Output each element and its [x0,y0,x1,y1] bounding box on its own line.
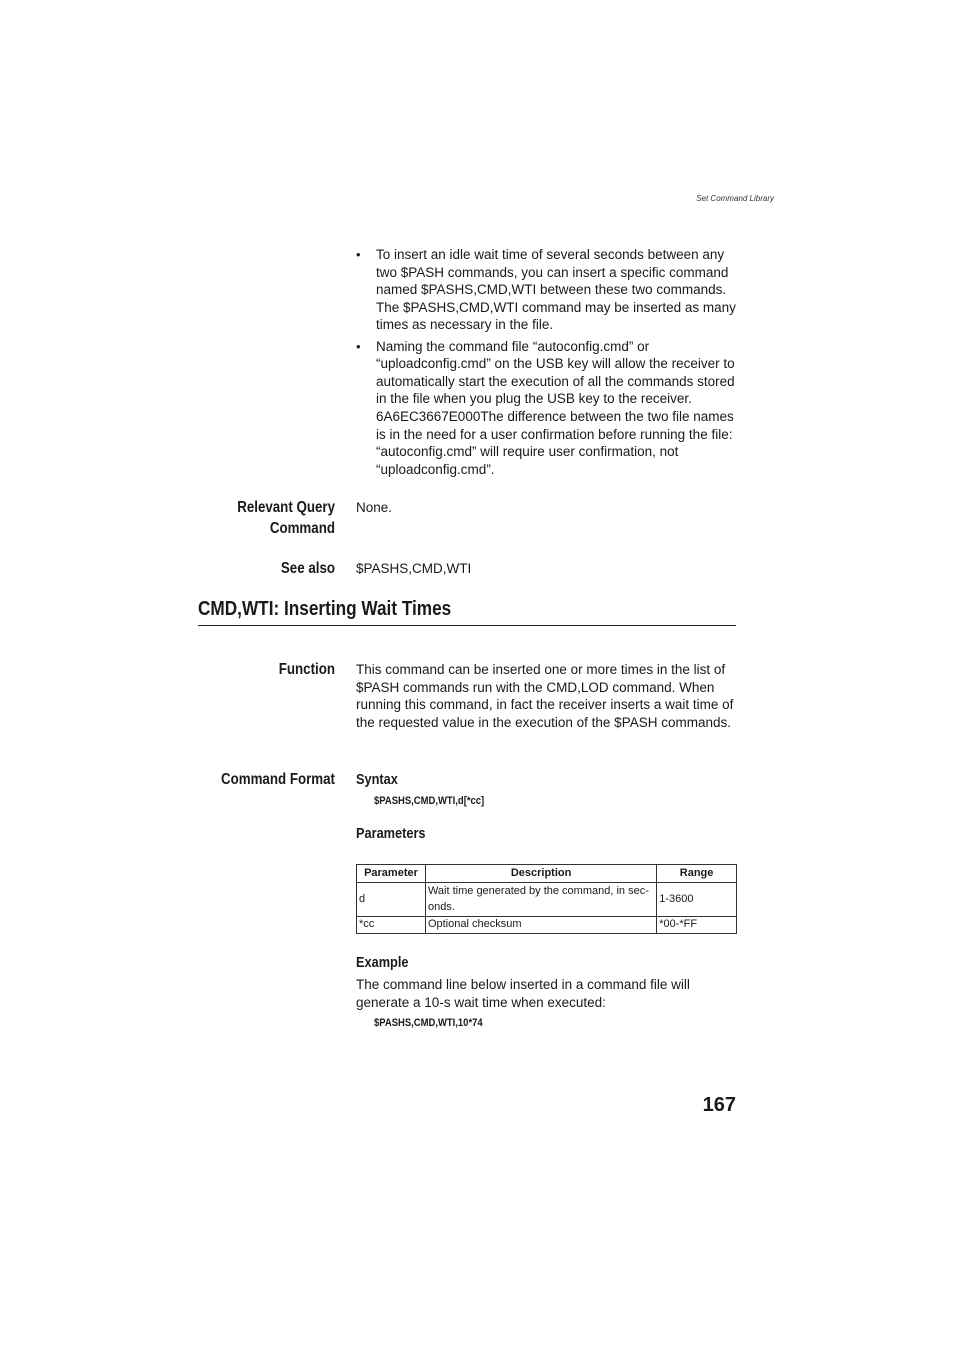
table-header-row [357,865,737,883]
parameters-heading: Parameters [356,826,426,842]
function-text: This command can be inserted one or more times in the list of $PASH commands run with the CMD,LOD command. When running this command, in fact the receiver inserts a wait time of the requested value in the execution of the $PASH commands. [356,662,734,730]
list-item [356,246,738,334]
table-row [357,883,737,917]
section-divider [198,625,736,626]
bullet-icon: • [356,247,361,262]
table-row [357,917,737,934]
column-header: Parameter [357,865,426,883]
function-heading: Function [278,661,335,678]
see-also-heading: See also [280,560,335,577]
table-cell: *cc [357,917,426,934]
syntax-code: $PASHS,CMD,WTI,d[*cc] [374,795,485,807]
relevant-query-heading: Relevant Query Command [237,499,335,537]
table-cell: Wait time generated by the command, in sec-onds. [425,883,656,917]
section-title: CMD,WTI: Inserting Wait Times [198,598,452,620]
example-text: The command line below inserted in a command file will generate a 10-s wait time when executed: [356,977,690,1010]
command-format-heading: Command Format [220,771,335,788]
table-cell: Optional checksum [425,917,656,934]
see-also-value: $PASHS,CMD,WTI [356,561,472,576]
bullet-list [356,246,738,482]
column-header: Range [657,865,737,883]
page-number: 167 [702,1094,736,1116]
example-code: $PASHS,CMD,WTI,10*74 [374,1017,483,1029]
running-header: Set Command Library [696,194,774,203]
example-heading: Example [356,955,409,971]
column-header: Description [425,865,656,883]
table-cell: d [357,883,426,917]
bullet-text: Naming the command file “autoconfig.cmd” or “uploadconfig.cmd” on the USB key will allow the receiver to automatically start the execution of all the commands stored in the file when you plug the USB key to the receiver. 6A6EC3667E000The difference between the two file names is in the need for a user confirmation before running the file: “autoconfig.cmd” will require user confirmation, not “uploadconfig.cmd”. [376,338,735,477]
syntax-heading: Syntax [356,772,398,788]
relevant-query-value: None. [356,500,393,515]
list-item [356,338,738,479]
parameters-table [356,864,737,934]
bullet-icon: • [356,338,361,354]
bullet-text: To insert an idle wait time of several seconds between any two $PASH commands, you can insert a specific command named $PASHS,CMD,WTI between these two commands. The $PASHS,CMD,WTI command may be inserted as many times as necessary in the file. [376,247,736,333]
table-cell: *00-*FF [657,917,737,934]
table-cell: 1-3600 [657,883,737,917]
